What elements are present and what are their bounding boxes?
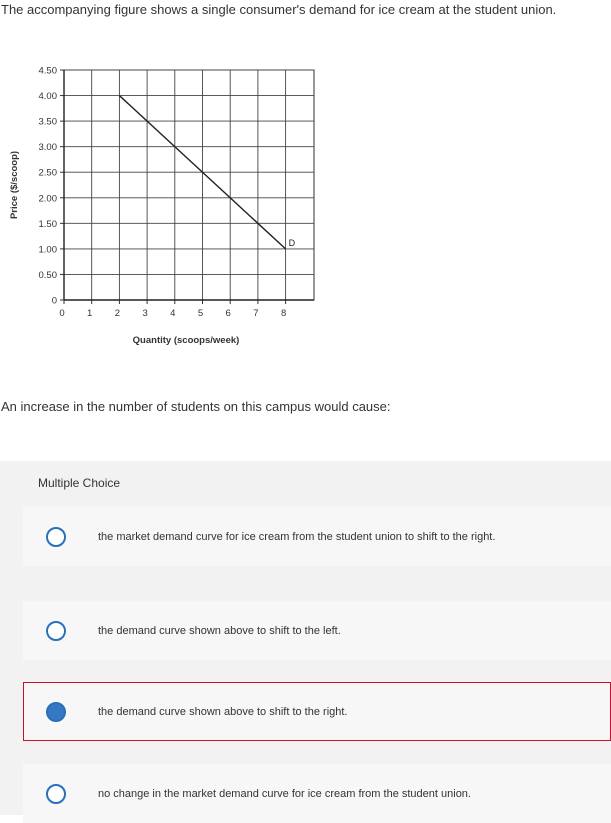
x-tick-label: 3 bbox=[142, 308, 148, 319]
chart-tick-labels bbox=[39, 66, 287, 320]
x-tick-label: 7 bbox=[253, 308, 259, 319]
x-tick-label: 8 bbox=[280, 308, 287, 319]
y-tick-label: 2.50 bbox=[38, 167, 57, 179]
y-tick-label: 1.00 bbox=[38, 244, 57, 256]
x-tick-label: 1 bbox=[87, 308, 93, 319]
y-tick-label: 0 bbox=[51, 295, 57, 307]
y-tick-label: 4.00 bbox=[38, 91, 57, 103]
choice-option-3-text: the demand curve shown above to shift to the right. bbox=[98, 705, 348, 718]
curve-label-d: D bbox=[288, 237, 296, 248]
y-tick-label: 3.50 bbox=[38, 116, 57, 128]
y-tick-label: 0.50 bbox=[38, 269, 57, 281]
x-tick-label: 4 bbox=[170, 308, 176, 319]
x-axis-label: Quantity (scoops/week) bbox=[132, 335, 240, 346]
radio-button-3-selected[interactable] bbox=[46, 702, 66, 722]
y-tick-label: 1.50 bbox=[38, 218, 57, 230]
x-tick-label: 0 bbox=[59, 308, 65, 319]
choice-option-1-text: the market demand curve for ice cream from the student union to shift to the right. bbox=[98, 530, 496, 543]
y-tick-label: 3.00 bbox=[38, 142, 57, 154]
choice-option-2[interactable] bbox=[23, 601, 611, 660]
choice-option-4-text: no change in the market demand curve for ice cream from the student union. bbox=[98, 787, 471, 800]
radio-button-2[interactable] bbox=[46, 621, 66, 641]
y-axis-label: Price ($/scoop) bbox=[9, 150, 20, 220]
multiple-choice-section bbox=[0, 461, 611, 815]
choice-option-2-text: the demand curve shown above to shift to the left. bbox=[98, 624, 341, 637]
choice-option-4[interactable] bbox=[23, 764, 611, 823]
question-prompt: An increase in the number of students on this campus would cause: bbox=[1, 399, 391, 414]
multiple-choice-label: Multiple Choice bbox=[38, 476, 121, 490]
choice-option-3[interactable] bbox=[23, 682, 611, 741]
y-tick-label: 2.00 bbox=[38, 193, 57, 205]
plot-frame bbox=[64, 70, 314, 300]
chart-axes bbox=[60, 70, 314, 304]
chart-grid bbox=[64, 70, 314, 300]
x-tick-label: 2 bbox=[114, 308, 121, 319]
radio-button-4[interactable] bbox=[46, 784, 66, 804]
y-tick-label: 4.50 bbox=[38, 65, 57, 77]
radio-button-1[interactable] bbox=[46, 527, 66, 547]
choice-option-1[interactable] bbox=[23, 507, 611, 566]
demand-chart bbox=[0, 50, 340, 360]
demand-chart-figure bbox=[0, 50, 340, 360]
x-tick-label: 6 bbox=[225, 308, 231, 319]
question-text: The accompanying figure shows a single consumer's demand for ice cream at the student union. bbox=[1, 2, 557, 17]
x-tick-label: 5 bbox=[197, 308, 204, 319]
